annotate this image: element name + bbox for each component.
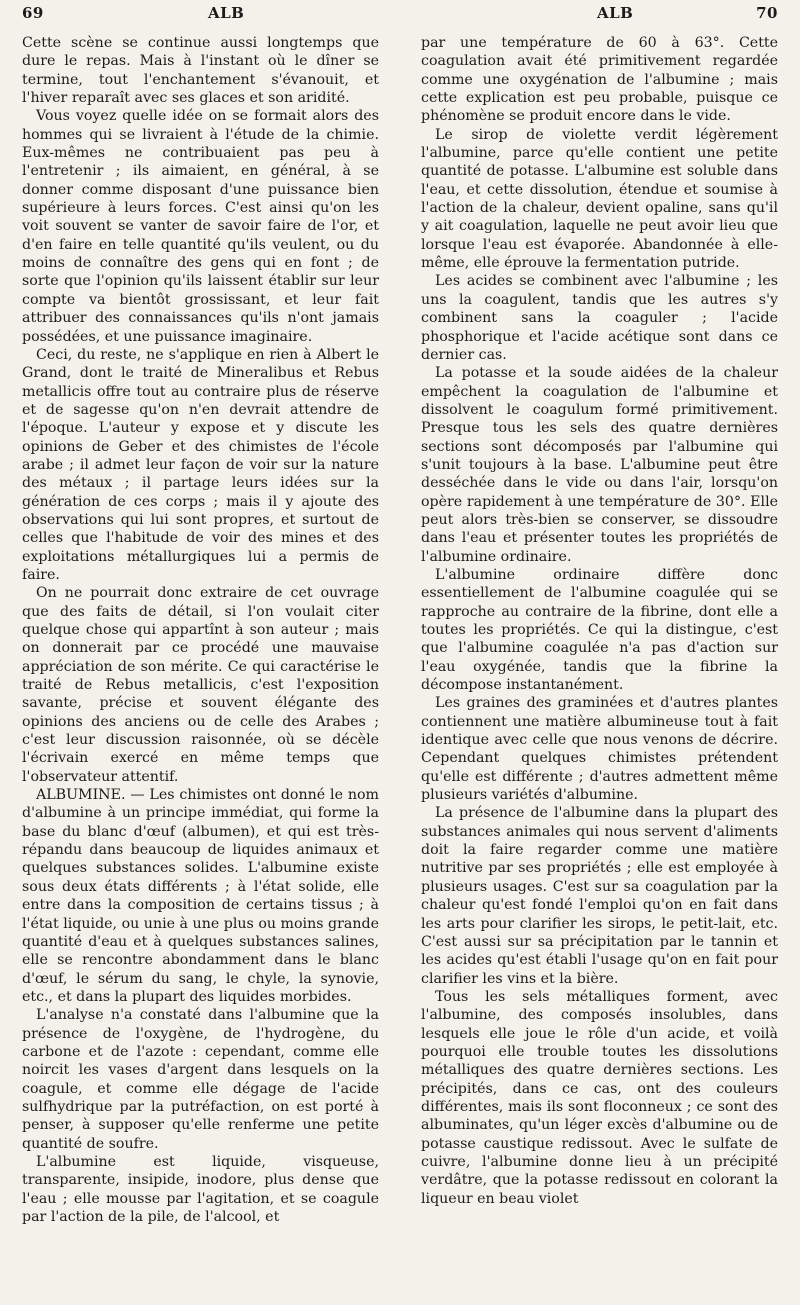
paragraph: Vous voyez quelle idée on se formait alors des hommes qui se livraient à l'étude de la chimie. Eux-mêmes ne contribuaient pas peu à l'entretenir ; ils aimaient, en général, à se donner comme disposant d'une puissance bien supérieure à leurs forces. C'est ainsi qu'on les voit souvent se vanter de savoir faire de l'or, et d'en faire en telle quantité qu'ils veulent, ou du moins de connaître des gens qui en font ; de sorte que l'opinion qu'ils laissent établir sur leur compte va bientôt grossissant, et leur fait attribuer des connaissances qu'ils n'ont jamais possédées, et une puissance imaginaire. [22, 108, 379, 345]
right-column [421, 34, 778, 1208]
running-head-right: ALB [597, 4, 634, 22]
paragraph: Le sirop de violette verdit légèrement l'albumine, parce qu'elle contient une petite quantité de potasse. L'albumine est soluble dans l'eau, et cette dissolution, étendue et soumise à l'action de la chaleur, devient opaline, sans qu'il y ait coagulation, laquelle ne peut avoir lieu que lorsque l'eau est évaporée. Abandonnée à elle-même, elle éprouve la fermentation putride. [421, 126, 778, 272]
page-number-left: 69 [22, 4, 44, 22]
paragraph: La potasse et la soude aidées de la chaleur empêchent la coagulation de l'albumine et dissolvent le coagulum formé primitivement. Presque tous les sels des quatre dernières sections sont décomposés par l'albumine qui s'unit toujours à la base. L'albumine peut être desséchée dans le vide ou dans l'air, lorsqu'on opère rapidement à une température de 30°. Elle peut alors très-bien se conserver, se dissoudre dans l'eau et présenter toutes les propriétés de l'albumine ordinaire. [421, 365, 778, 565]
paragraph: Ceci, du reste, ne s'applique en rien à Albert le Grand, dont le traité de Mineralibus et Rebus metallicis offre tout au contraire plus de réserve et de sagesse qu'on n'en devrait attendre de l'époque. L'auteur y expose et y discute les opinions de Geber et des chimistes de l'école arabe ; il admet leur façon de voir sur la nature des métaux ; il partage leurs idées sur la génération de ces corps ; mais il y ajoute des observations qui lui sont propres, et surtout de celles que l'habitude de voir des mines et des exploitations métallurgiques lui a permis de faire. [22, 346, 379, 583]
paragraph: L'albumine est liquide, visqueuse, transparente, insipide, inodore, plus dense que l'eau ; elle mousse par l'agitation, et se coagule par l'action de la pile, de l'alcool, et [22, 1153, 379, 1225]
paragraph: Tous les sels métalliques forment, avec l'albumine, des composés insolubles, dans lesquels elle joue le rôle d'un acide, et voilà pourquoi elle trouble toutes les dissolutions métalliques des quatre dernières sections. Les précipités, dans ce cas, ont des couleurs différentes, mais ils sont floconneux ; ce sont des albuminates, qu'un léger excès d'albumine ou de potasse caustique redissout. Avec le sulfate de cuivre, l'albumine donne lieu à un précipité verdâtre, que la potasse redissout en colorant la liqueur en beau violet [421, 988, 778, 1207]
paragraph: par une température de 60 à 63°. Cette coagulation avait été primitivement regardée comme une oxygénation de l'albumine ; mais cette explication est peu probable, puisque ce phénomène se produit encore dans le vide. [421, 35, 778, 125]
paragraph: Les graines des graminées et d'autres plantes contiennent une matière albumineuse tout à fait identique avec celle que nous venons de décrire. Cependant quelques chimistes prétendent qu'elle est différente ; d'autres admettent même plusieurs variétés d'albumine. [421, 695, 778, 804]
paragraph: L'analyse n'a constaté dans l'albumine que la présence de l'oxygène, de l'hydrogène, du carbone et de l'azote : cependant, comme elle noircit les vases d'argent dans lesquels on la coagule, et comme elle dégage de l'acide sulfhydrique par la putréfaction, on est porté à penser, à supposer qu'elle renferme une petite quantité de soufre. [22, 1007, 379, 1152]
paragraph-albumine-entry: ALBUMINE. — Les chimistes ont donné le nom d'albumine à un principe immédiat, qui forme la base du blanc d'œuf (albumen), et qui est très-répandu dans beaucoup de liquides animaux et quelques substances solides. L'albumine existe sous deux états différents ; à l'état solide, elle entre dans la composition de certains tissus ; à l'état liquide, ou unie à une plus ou moins grande quantité d'eau et à quelques substances salines, elle se rencontre abondamment dans le blanc d'œuf, le sérum du sang, le chyle, la synovie, etc., et dans la plupart des liquides morbides. [22, 787, 379, 1005]
left-column [22, 34, 379, 1226]
paragraph: La présence de l'albumine dans la plupart des substances animales qui nous servent d'aliments doit la faire regarder comme une matière nutritive par ses propriétés ; elle est employée à plusieurs usages. C'est sur sa coagulation par la chaleur qu'est fondé l'emploi qu'on en fait dans les arts pour clarifier les sirops, le petit-lait, etc. C'est aussi sur sa précipitation par le tannin et les acides qu'est établi l'usage qu'on en fait pour clarifier les vins et la bière. [421, 805, 778, 987]
page-header [22, 4, 778, 28]
paragraph: Les acides se combinent avec l'albumine ; les uns la coagulent, tandis que les autres s'y combinent sans la coaguler ; l'acide phosphorique et l'acide acétique sont dans ce dernier cas. [421, 273, 778, 363]
paragraph: On ne pourrait donc extraire de cet ouvrage que des faits de détail, si l'on voulait citer quelque chose qui appartînt à son auteur ; mais on donnerait par ce procédé une mauvaise appréciation de son mérite. Ce qui caractérise le traité de Rebus metallicis, c'est l'exposition savante, précise et souvent élégante des opinions des anciens ou de celle des Arabes ; c'est leur discussion raisonnée, où se décèle l'écrivain exercé en même temps que l'observateur attentif. [22, 585, 379, 785]
running-head-left: ALB [208, 4, 245, 22]
paragraph: L'albumine ordinaire diffère donc essentiellement de l'albumine coagulée qui se rapproche au contraire de la fibrine, dont elle a toutes les propriétés. Ce qui la distingue, c'est que l'albumine coagulée n'a pas d'action sur l'eau oxygénée, tandis que la fibrine la décompose instantanément. [421, 566, 778, 694]
page-number-right: 70 [756, 4, 778, 22]
paragraph: Cette scène se continue aussi longtemps que dure le repas. Mais à l'instant où le dîner se termine, tout l'enchantement s'évanouit, et l'hiver reparaît avec ses glaces et son aridité. [22, 35, 379, 107]
